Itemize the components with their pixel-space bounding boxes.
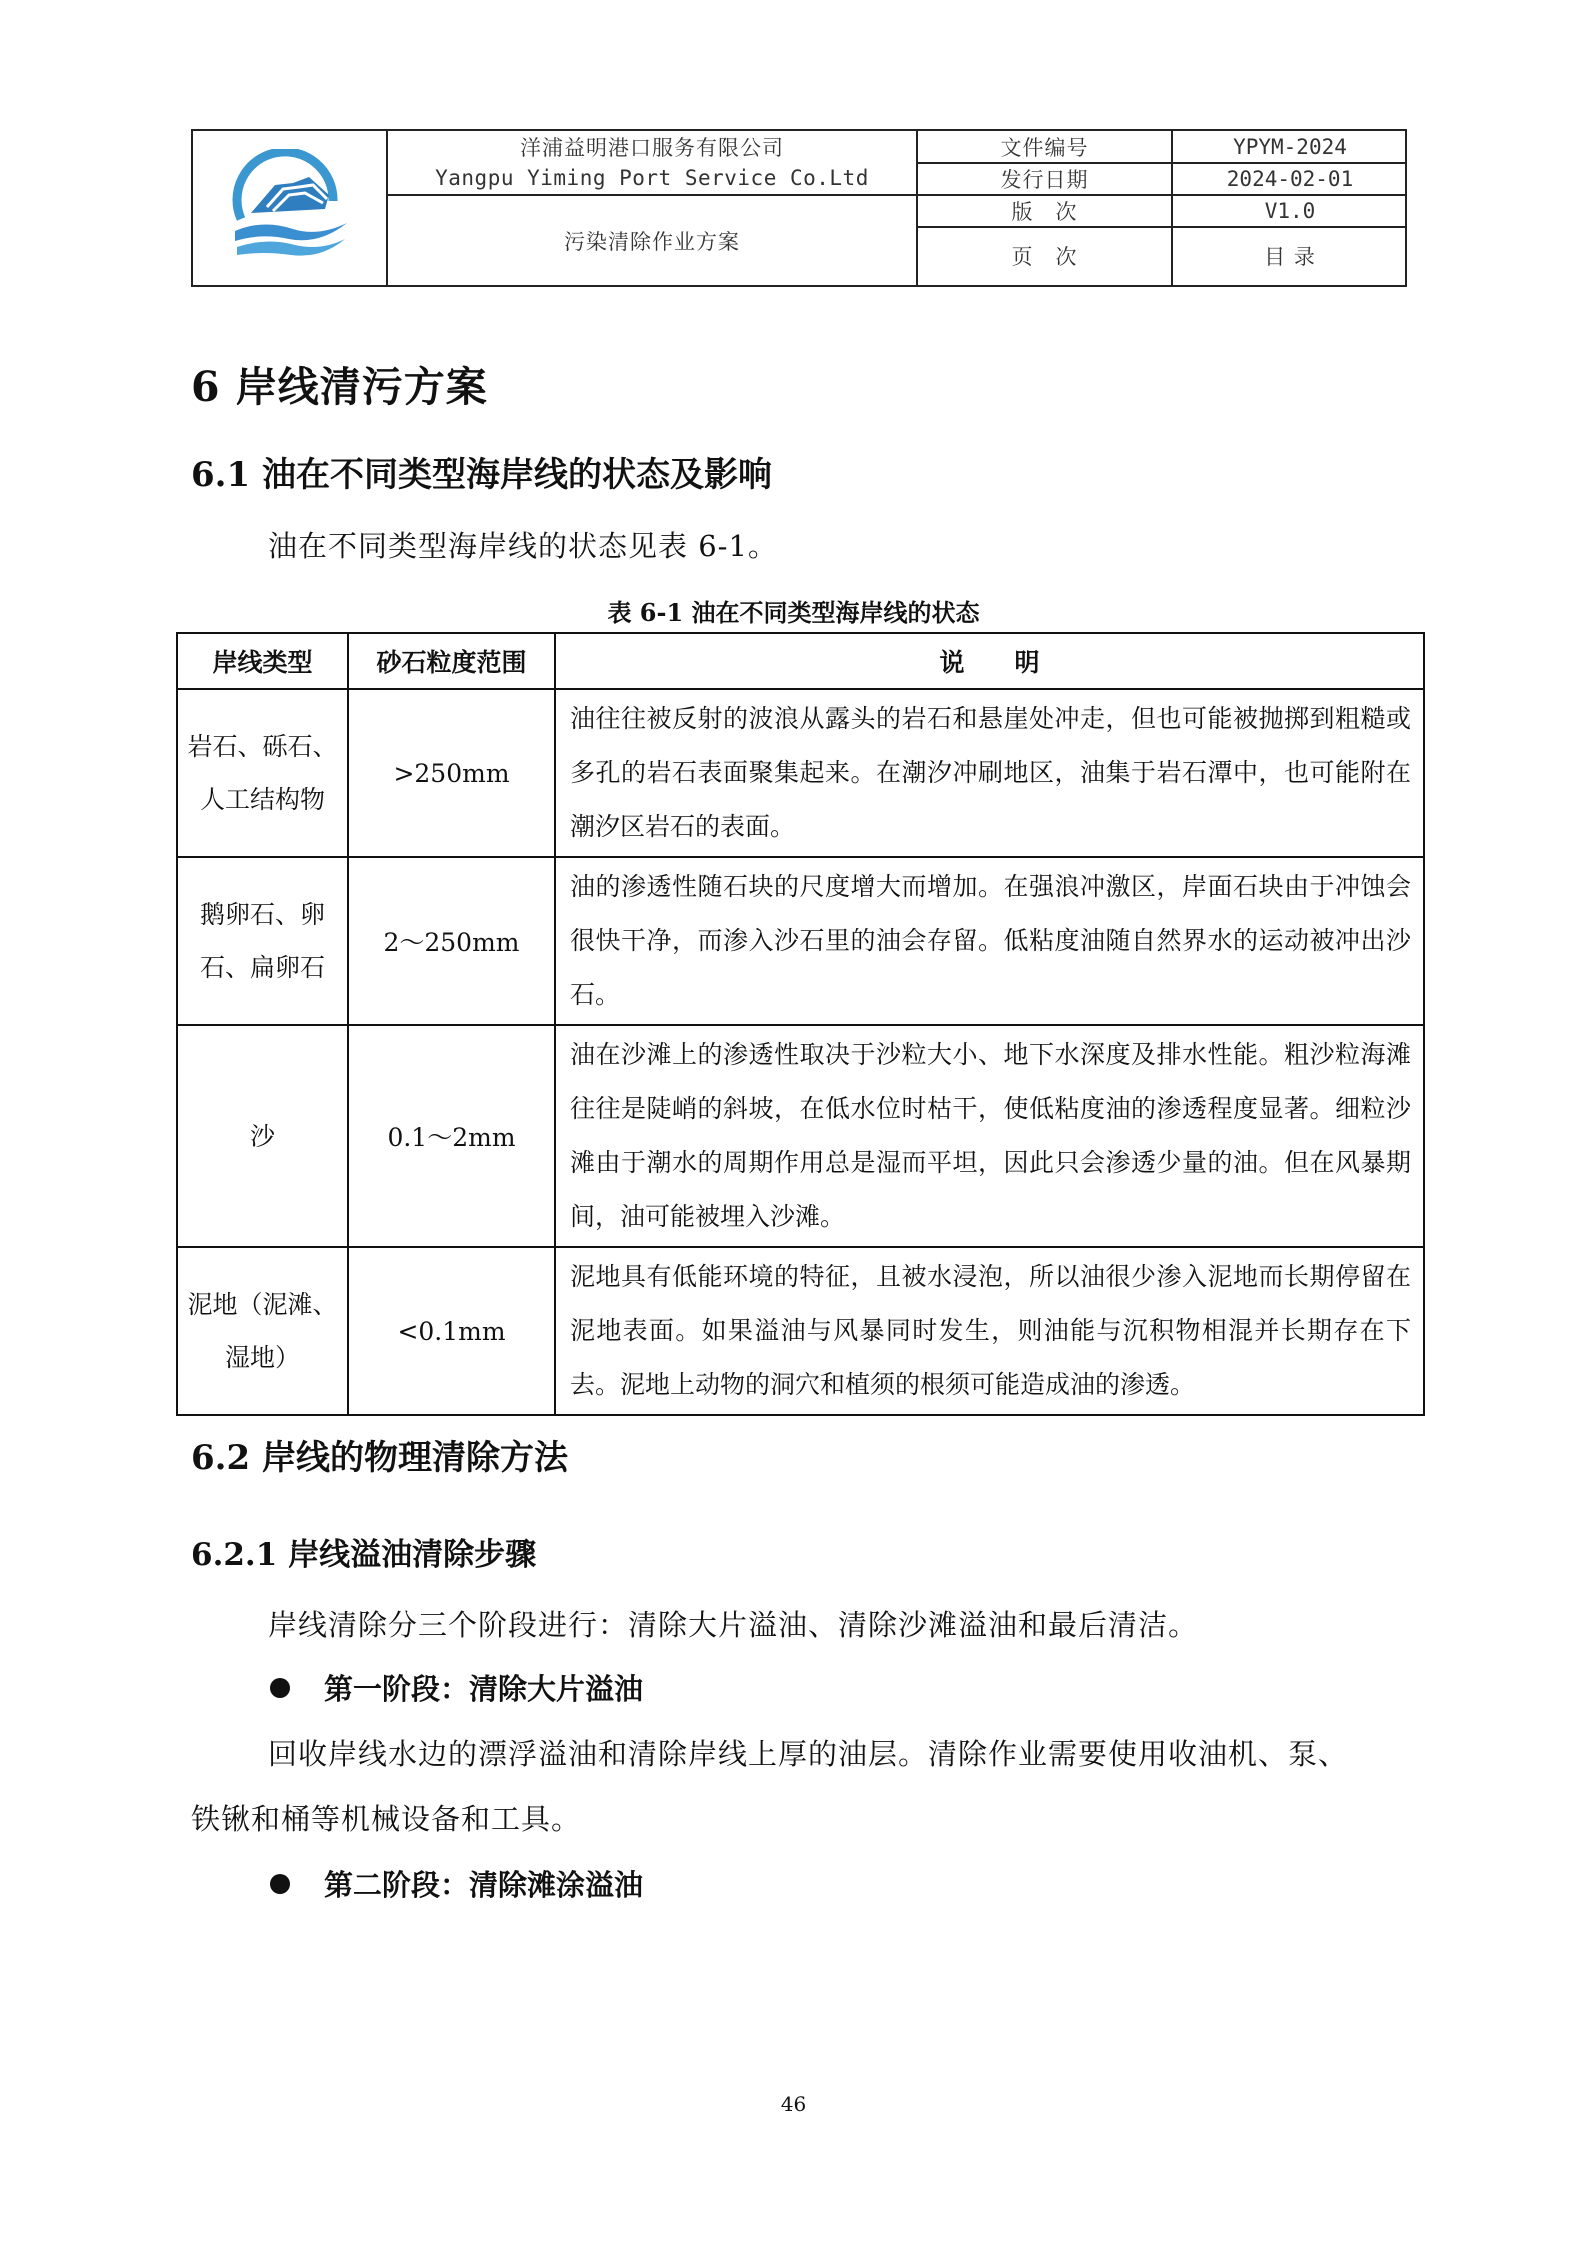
subsection-6-2-title: 6.2 岸线的物理清除方法 [191, 1438, 568, 1478]
subsection-6-2-1-title: 6.2.1 岸线溢油清除步骤 [191, 1537, 537, 1573]
version-value: V1.0 [1264, 198, 1316, 223]
description-cell: 油往往被反射的波浪从露头的岩石和悬崖处冲走，但也可能被抛掷到粗糙或多孔的岩石表面聚集起来。在潮汐冲刷地区，油集于岩石潭中，也可能附在潮汐区岩石的表面。 [555, 689, 1424, 857]
stage-1-heading [270, 1667, 643, 1708]
company-name-en: Yangpu Yiming Port Service Co.Ltd [435, 166, 869, 190]
table-header-cell: 岸线类型 [177, 633, 348, 689]
page-value: 目 录 [1264, 245, 1316, 269]
stage-2-title: 第二阶段：清除滩涂溢油 [324, 1868, 644, 1902]
table-header-row [177, 633, 1424, 689]
shoreline-type-cell: 鹅卵石、卵石、扁卵石 [177, 857, 348, 1025]
table-row [177, 1247, 1424, 1415]
description-cell: 泥地具有低能环境的特征，且被水浸泡，所以油很少渗入泥地而长期停留在泥地表面。如果溢油与风暴同时发生，则油能与沉积物相混并长期存在下去。泥地上动物的洞穴和植须的根须可能造成油的渗透。 [555, 1247, 1424, 1415]
description-cell: 油在沙滩上的渗透性取决于沙粒大小、地下水深度及排水性能。粗沙粒海滩往往是陡峭的斜坡，在低水位时枯干，使低粘度油的渗透程度显著。细粒沙滩由于潮水的周期作用总是湿而平坦，因此只会渗透少量的油。但在风暴期间，油可能被埋入沙滩。 [555, 1025, 1424, 1247]
subsection-6-1-title: 6.1 油在不同类型海岸线的状态及影响 [191, 455, 772, 495]
grain-size-cell: 2～250mm [348, 857, 555, 1025]
stage-1-title: 第一阶段：清除大片溢油 [324, 1672, 644, 1706]
bullet-icon [270, 1874, 290, 1894]
grain-size-cell: 0.1～2mm [348, 1025, 555, 1247]
shoreline-type-cell: 泥地（泥滩、湿地） [177, 1247, 348, 1415]
page-label: 页 次 [1011, 245, 1078, 269]
document-title: 污染清除作业方案 [564, 229, 740, 254]
issue-date-label: 发行日期 [1000, 167, 1089, 192]
stage-2-heading [270, 1863, 643, 1904]
file-number-value: YPYM-2024 [1233, 134, 1347, 159]
table-row [177, 857, 1424, 1025]
grain-size-cell: <0.1mm [348, 1247, 555, 1415]
page-number: 46 [780, 2092, 807, 2116]
company-logo [223, 149, 353, 264]
subsection-6-2-1-intro: 岸线清除分三个阶段进行：清除大片溢油、清除沙滩溢油和最后清洁。 [268, 1608, 1199, 1642]
issue-date-value: 2024-02-01 [1226, 166, 1354, 191]
bullet-icon [270, 1678, 290, 1698]
version-label: 版 次 [1011, 199, 1078, 224]
table-header-cell: 说 明 [555, 633, 1424, 689]
table-caption: 表 6-1 油在不同类型海岸线的状态 [607, 598, 980, 627]
table-row [177, 689, 1424, 857]
grain-size-cell: >250mm [348, 689, 555, 857]
stage-1-text-line-1: 回收岸线水边的漂浮溢油和清除岸线上厚的油层。清除作业需要使用收油机、泵、 [268, 1737, 1349, 1771]
description-cell: 油的渗透性随石块的尺度增大而增加。在强浪冲激区，岸面石块由于冲蚀会很快干净，而渗入沙石里的油会存留。低粘度油随自然界水的运动被冲出沙石。 [555, 857, 1424, 1025]
subsection-6-1-intro: 油在不同类型海岸线的状态见表 6-1。 [268, 529, 778, 563]
document-header [191, 129, 1407, 287]
shoreline-table [176, 632, 1425, 1416]
company-name-cn: 洋浦益明港口服务有限公司 [520, 136, 784, 160]
section-title: 6 岸线清污方案 [191, 363, 488, 411]
shoreline-type-cell: 岩石、砾石、人工结构物 [177, 689, 348, 857]
shoreline-type-cell: 沙 [177, 1025, 348, 1247]
stage-1-text-line-2: 铁锹和桶等机械设备和工具。 [191, 1802, 582, 1836]
file-number-label: 文件编号 [1000, 135, 1089, 160]
table-row [177, 1025, 1424, 1247]
table-header-cell: 砂石粒度范围 [348, 633, 555, 689]
